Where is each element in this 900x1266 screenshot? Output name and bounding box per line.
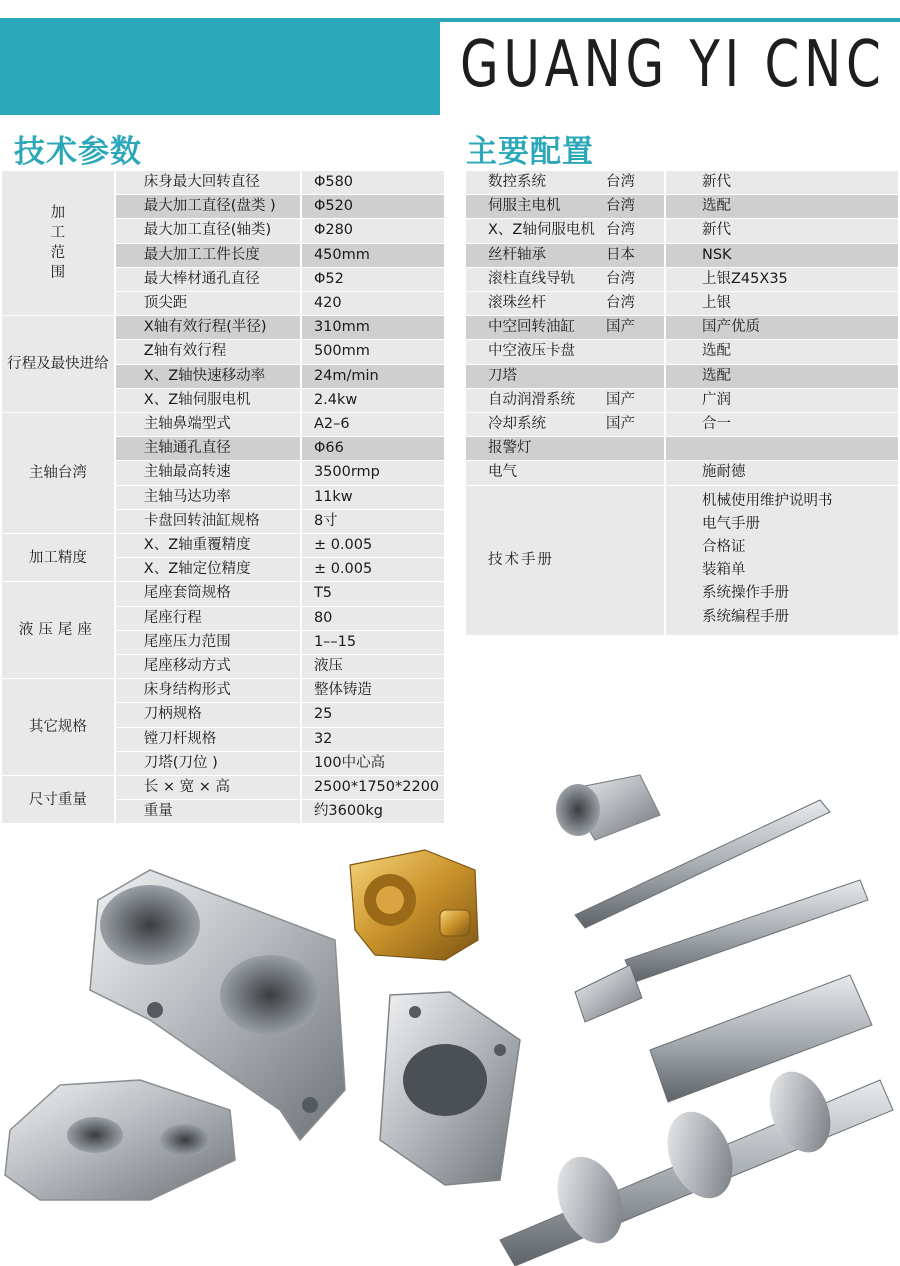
manual-origin <box>606 485 665 635</box>
config-origin: 台湾 <box>606 267 665 291</box>
spec-value: 液压 <box>301 655 444 679</box>
manual-item: 装箱单 <box>702 562 746 579</box>
config-brand <box>665 437 898 461</box>
spec-key: 最大加工直径(轴类) <box>115 219 301 243</box>
table-row <box>466 292 898 316</box>
specs-table <box>2 171 444 824</box>
config-brand: 上银 <box>665 292 898 316</box>
config-item: X、Z轴伺服电机 <box>466 219 606 243</box>
table-row <box>2 171 444 195</box>
table-row <box>2 413 444 437</box>
spec-key: 主轴鼻端型式 <box>115 413 301 437</box>
spec-key: 主轴通孔直径 <box>115 437 301 461</box>
spec-group-label: 行程及最快进给 <box>2 316 115 413</box>
spec-key: 床身结构形式 <box>115 679 301 703</box>
table-row <box>466 485 898 635</box>
spec-key: 最大加工直径(盘类 ) <box>115 195 301 219</box>
table-row <box>466 316 898 340</box>
config-item: 数控系统 <box>466 171 606 195</box>
spec-value: Φ66 <box>301 437 444 461</box>
table-row <box>466 171 898 195</box>
table-row <box>466 461 898 485</box>
config-origin: 国产 <box>606 413 665 437</box>
config-item: 自动润滑系统 <box>466 388 606 412</box>
spec-key: 顶尖距 <box>115 292 301 316</box>
spec-key: 刀塔(刀位 ) <box>115 751 301 775</box>
manual-item: 机械使用维护说明书 <box>702 492 833 509</box>
spec-key: 长 × 宽 × 高 <box>115 776 301 800</box>
manual-item: 系统编程手册 <box>702 608 789 625</box>
spec-value: 2.4kw <box>301 388 444 412</box>
spec-value: 1––15 <box>301 630 444 654</box>
manual-label: 技术手册 <box>466 485 606 635</box>
spec-key: 刀柄规格 <box>115 703 301 727</box>
worm-screw-part <box>650 975 872 1102</box>
spec-key: X、Z轴快速移动率 <box>115 364 301 388</box>
spec-value: Φ52 <box>301 267 444 291</box>
specs-title: 技术参数 <box>14 134 142 170</box>
config-item: 滚珠丝杆 <box>466 292 606 316</box>
config-brand: NSK <box>665 243 898 267</box>
config-brand: 施耐德 <box>665 461 898 485</box>
config-origin <box>606 364 665 388</box>
spec-value: ± 0.005 <box>301 558 444 582</box>
spec-key: X、Z轴定位精度 <box>115 558 301 582</box>
config-origin: 台湾 <box>606 219 665 243</box>
config-origin: 台湾 <box>606 292 665 316</box>
spec-value: 500mm <box>301 340 444 364</box>
spec-value: 8寸 <box>301 509 444 533</box>
config-brand: 选配 <box>665 195 898 219</box>
config-item: 滚柱直线导轨 <box>466 267 606 291</box>
spec-key: 重量 <box>115 800 301 824</box>
config-item: 中空液压卡盘 <box>466 340 606 364</box>
config-item: 伺服主电机 <box>466 195 606 219</box>
config-brand: 广润 <box>665 388 898 412</box>
spec-value: 310mm <box>301 316 444 340</box>
table-row <box>466 195 898 219</box>
spec-value: 25 <box>301 703 444 727</box>
table-row <box>466 219 898 243</box>
spec-key: 床身最大回转直径 <box>115 171 301 195</box>
spec-value: 100中心高 <box>301 751 444 775</box>
spec-key: X、Z轴伺服电机 <box>115 388 301 412</box>
spec-key: X轴有效行程(半径) <box>115 316 301 340</box>
table-row <box>2 582 444 606</box>
spec-group-label: 其它规格 <box>2 679 115 776</box>
config-brand: 国产优质 <box>665 316 898 340</box>
table-row <box>2 534 444 558</box>
spec-value: 32 <box>301 727 444 751</box>
config-origin <box>606 340 665 364</box>
table-row <box>466 388 898 412</box>
spec-key: 最大棒材通孔直径 <box>115 267 301 291</box>
parts-photo-collage <box>0 760 900 1266</box>
spec-value: 80 <box>301 606 444 630</box>
config-item: 电气 <box>466 461 606 485</box>
spec-group-label: 尺寸重量 <box>2 776 115 824</box>
spec-key: 最大加工工件长度 <box>115 243 301 267</box>
spec-key: 尾座行程 <box>115 606 301 630</box>
spec-value: 整体铸造 <box>301 679 444 703</box>
spec-key: Z轴有效行程 <box>115 340 301 364</box>
spec-value: ± 0.005 <box>301 534 444 558</box>
flat-aluminium-part <box>5 1080 235 1200</box>
spec-value: 2500*1750*2200 <box>301 776 444 800</box>
config-origin: 日本 <box>606 243 665 267</box>
spec-key: 卡盘回转油缸规格 <box>115 509 301 533</box>
config-brand: 选配 <box>665 364 898 388</box>
config-origin: 国产 <box>606 316 665 340</box>
spec-value: T5 <box>301 582 444 606</box>
spec-value: Φ280 <box>301 219 444 243</box>
flange-housing-part <box>380 992 520 1185</box>
spec-group-label: 主轴台湾 <box>2 413 115 534</box>
spec-value: 24m/min <box>301 364 444 388</box>
brand-title: GUANG YI CNC <box>460 28 886 102</box>
config-brand: 新代 <box>665 171 898 195</box>
spec-value: Φ520 <box>301 195 444 219</box>
spec-value: 约3600kg <box>301 800 444 824</box>
brand-box <box>440 22 900 118</box>
config-item: 报警灯 <box>466 437 606 461</box>
spec-key: 主轴最高转速 <box>115 461 301 485</box>
config-origin <box>606 461 665 485</box>
config-origin: 台湾 <box>606 171 665 195</box>
manual-item: 系统操作手册 <box>702 585 789 602</box>
table-row <box>2 316 444 340</box>
config-item: 中空回转油缸 <box>466 316 606 340</box>
spec-key: 尾座移动方式 <box>115 655 301 679</box>
spec-value: 3500rmp <box>301 461 444 485</box>
spec-value: A2–6 <box>301 413 444 437</box>
spec-key: 尾座压力范围 <box>115 630 301 654</box>
config-table <box>466 171 898 636</box>
config-item: 刀塔 <box>466 364 606 388</box>
table-row <box>466 413 898 437</box>
sleeve-part <box>556 775 660 840</box>
config-item: 冷却系统 <box>466 413 606 437</box>
spec-value: 450mm <box>301 243 444 267</box>
config-title: 主要配置 <box>466 134 594 170</box>
brass-fitting-part <box>350 850 478 960</box>
spec-group-label: 液压尾座 <box>2 582 115 679</box>
spec-value: Φ580 <box>301 171 444 195</box>
spec-key: 镗刀杆规格 <box>115 727 301 751</box>
spec-key: 主轴马达功率 <box>115 485 301 509</box>
manual-item: 电气手册 <box>702 515 760 532</box>
config-origin: 台湾 <box>606 195 665 219</box>
spec-key: X、Z轴重覆精度 <box>115 534 301 558</box>
spec-group-label: 加工范围 <box>2 171 115 316</box>
table-row <box>2 679 444 703</box>
spec-group-label: 加工精度 <box>2 534 115 582</box>
spec-key: 尾座套筒规格 <box>115 582 301 606</box>
table-row <box>466 267 898 291</box>
spec-value: 11kw <box>301 485 444 509</box>
config-brand: 合一 <box>665 413 898 437</box>
table-row <box>466 364 898 388</box>
table-row <box>466 437 898 461</box>
table-row <box>466 340 898 364</box>
manual-item: 合格证 <box>702 539 746 556</box>
config-brand: 上银Z45X35 <box>665 267 898 291</box>
config-origin <box>606 437 665 461</box>
table-row <box>466 243 898 267</box>
config-item: 丝杆轴承 <box>466 243 606 267</box>
config-origin: 国产 <box>606 388 665 412</box>
spec-value: 420 <box>301 292 444 316</box>
config-brand: 选配 <box>665 340 898 364</box>
camshaft-part <box>500 1063 893 1266</box>
config-brand: 新代 <box>665 219 898 243</box>
manual-list <box>665 485 898 635</box>
